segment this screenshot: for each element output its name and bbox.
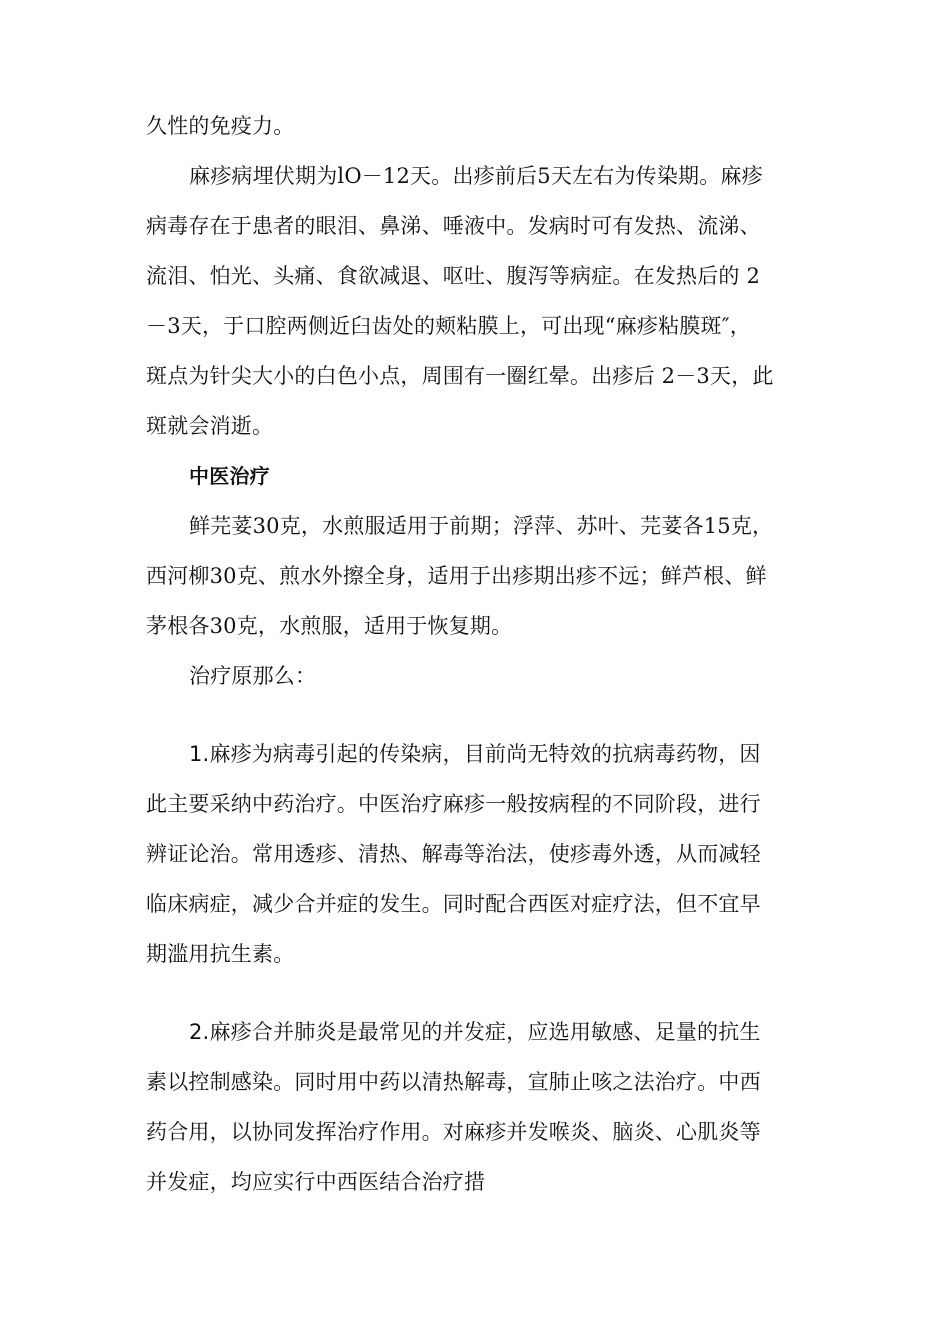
paragraph-line: 此主要采纳中药治疗。中医治疗麻疹一般按病程的不同阶段，进行 — [146, 792, 761, 816]
paragraph-line: 并发症，均应实行中西医结合治疗措 — [146, 1170, 486, 1194]
list-item-first-line — [189, 1018, 761, 1046]
paragraph-line: 流泪、怕光、头痛、食欲减退、呕吐、腹泻等病症。在发热后的 2 — [146, 264, 761, 288]
paragraph-line: 素以控制感染。同时用中药以清热解毒，宣肺止咳之法治疗。中西 — [146, 1070, 761, 1094]
list-item-text: 麻疹合并肺炎是最常见的并发症，应选用敏感、足量的抗生 — [209, 1020, 761, 1044]
paragraph-line: 药合用，以协同发挥治疗作用。对麻疹并发喉炎、脑炎、心肌炎等 — [146, 1120, 761, 1144]
paragraph-line: 西河柳30克、煎水外擦全身，适用于出疹期出疹不远；鲜芦根、鲜 — [146, 564, 767, 588]
list-number: 1. — [189, 742, 210, 766]
list-item-first-line — [189, 740, 761, 768]
paragraph-line: 期滥用抗生素。 — [146, 942, 295, 966]
paragraph-line: 斑就会消逝。 — [146, 414, 274, 438]
paragraph-line: 麻疹病埋伏期为lO－12天。出疹前后5天左右为传染期。麻疹 — [189, 164, 763, 188]
list-item-text: 麻疹为病毒引起的传染病，目前尚无特效的抗病毒药物，因 — [209, 742, 761, 766]
paragraph-line: 茅根各30克，水煎服，适用于恢复期。 — [146, 614, 513, 638]
paragraph-line: 斑点为针尖大小的白色小点，周围有一圈红晕。出疹后 2－3天，此 — [146, 364, 774, 388]
paragraph-line: 鲜芫荽30克，水煎服适用于前期；浮萍、苏叶、芫荽各15克， — [189, 514, 774, 538]
section-heading: 中医治疗 — [189, 464, 270, 488]
list-number: 2. — [189, 1020, 210, 1044]
paragraph-line: 久性的免疫力。 — [146, 114, 295, 138]
paragraph-line: －3天，于口腔两侧近臼齿处的颊粘膜上，可出现“麻疹粘膜斑″， — [146, 314, 751, 338]
paragraph-line: 病毒存在于患者的眼泪、鼻涕、唾液中。发病时可有发热、流涕、 — [146, 214, 761, 238]
paragraph-line: 临床病症，减少合并症的发生。同时配合西医对症疗法，但不宜早 — [146, 892, 761, 916]
paragraph-line: 辨证论治。常用透疹、清热、解毒等治法，使疹毒外透，从而减轻 — [146, 842, 761, 866]
paragraph-line: 治疗原那么： — [189, 664, 317, 688]
